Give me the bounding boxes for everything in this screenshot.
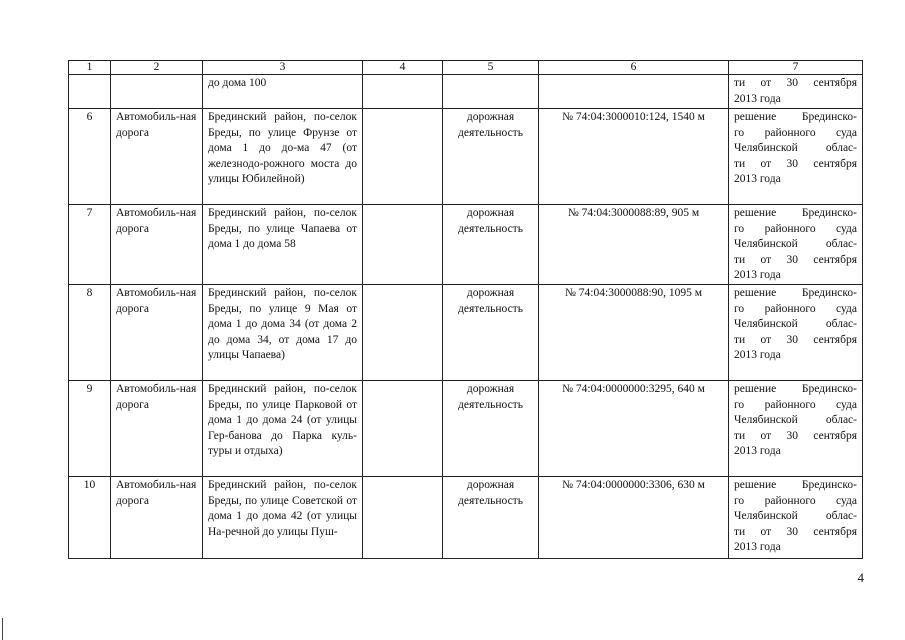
basis-line: 2013 года [734,541,781,553]
basis-cell [729,109,863,205]
basis-line: 2013 года [734,92,781,105]
basis-cell [729,285,863,381]
column-number: 3 [203,61,363,75]
column-number: 5 [443,61,539,75]
table-row [69,285,863,381]
basis-line: ти от 30 сентября [734,157,857,170]
basis-line: го районного суда [734,494,857,507]
basis-line: решение Брединско- [734,479,857,491]
basis-cell [729,381,863,477]
empty-cell [363,477,443,559]
empty-cell [363,109,443,205]
row-number-cell: 8 [69,285,111,381]
basis-line: го районного суда [734,398,857,411]
basis-line: ти от 30 сентября [734,525,857,538]
basis-line: ти от 30 сентября [734,253,857,266]
basis-cell [729,75,863,109]
table-row [69,381,863,477]
basis-line: Челябинской облас- [734,238,857,250]
row-number-cell: 6 [69,109,111,205]
basis-line: ти от 30 сентября [734,333,857,346]
column-number-row [69,61,863,75]
cadastral-cell: № 74:04:0000000:3295, 640 м [539,381,729,477]
basis-line: 2013 года [734,349,781,361]
address-cell: Брединский район, по-селок Бреды, по улице Советской от дома 1 до дома 42 (от улицы На-речной до улицы Пуш- [203,477,363,559]
basis-line: Челябинской облас- [734,142,857,154]
basis-line: решение Брединско- [734,111,857,123]
row-number-cell: 7 [69,205,111,285]
address-cell: до дома 100 [203,75,363,109]
address-cell: Брединский район, по-селок Бреды, по улице 9 Мая от дома 1 до дома 34 (от дома 2 до дома 34, от дома 17 до улицы Чапаева) [203,285,363,381]
cadastral-cell: № 74:04:0000000:3306, 630 м [539,477,729,559]
activity-cell: дорожная деятельность [443,285,539,381]
page-number: 4 [857,570,864,585]
activity-cell: дорожная деятельность [443,477,539,559]
object-name-cell: Автомобиль-ная дорога [111,109,203,205]
basis-line: 2013 года [734,173,781,185]
basis-cell [729,205,863,285]
column-number: 2 [111,61,203,75]
address-cell: Брединский район, по-селок Бреды, по улице Фрунзе от дома 1 до до-ма 47 (от железнодо-рожного моста до улицы Юбилейной) [203,109,363,205]
object-name-cell: Автомобиль-ная дорога [111,477,203,559]
empty-cell [363,75,443,109]
object-name-cell: Автомобиль-ная дорога [111,205,203,285]
object-name-cell [111,75,203,109]
table-row [69,109,863,205]
basis-cell [729,477,863,559]
column-number: 4 [363,61,443,75]
basis-line: ти от 30 сентября [734,429,857,442]
object-name-cell: Автомобиль-ная дорога [111,285,203,381]
activity-cell: дорожная деятельность [443,381,539,477]
basis-line: Челябинской облас- [734,510,857,522]
address-cell: Брединский район, по-селок Бреды, по улице Парковой от дома 1 до дома 24 (от улицы Гер-банова до Парка куль-туры и отдыха) [203,381,363,477]
empty-cell [363,381,443,477]
column-number: 6 [539,61,729,75]
basis-line: решение Брединско- [734,287,857,299]
continuation-row [69,75,863,109]
basis-line: го районного суда [734,222,857,235]
address-cell: Брединский район, по-селок Бреды, по улице Чапаева от дома 1 до дома 58 [203,205,363,285]
cadastral-cell: № 74:04:3000088:89, 905 м [539,205,729,285]
basis-line: ти от 30 сентября [734,77,857,89]
empty-cell [363,285,443,381]
row-number-cell [69,75,111,109]
basis-line: го районного суда [734,126,857,139]
column-number: 7 [729,61,863,75]
activity-cell: дорожная деятельность [443,205,539,285]
basis-line: 2013 года [734,445,781,457]
basis-line: решение Брединско- [734,207,857,219]
column-number: 1 [69,61,111,75]
basis-line: го районного суда [734,302,857,315]
cadastral-cell [539,75,729,109]
basis-line: 2013 года [734,269,781,281]
table-row [69,477,863,559]
cadastral-cell: № 74:04:3000010:124, 1540 м [539,109,729,205]
basis-line: решение Брединско- [734,383,857,395]
empty-cell [363,205,443,285]
cadastral-cell: № 74:04:3000088:90, 1095 м [539,285,729,381]
basis-line: Челябинской облас- [734,414,857,426]
row-number-cell: 10 [69,477,111,559]
road-registry-table [68,60,863,559]
row-number-cell: 9 [69,381,111,477]
activity-cell [443,75,539,109]
basis-line: Челябинской облас- [734,318,857,330]
scan-margin-mark [2,618,3,640]
activity-cell: дорожная деятельность [443,109,539,205]
table-row [69,205,863,285]
object-name-cell: Автомобиль-ная дорога [111,381,203,477]
